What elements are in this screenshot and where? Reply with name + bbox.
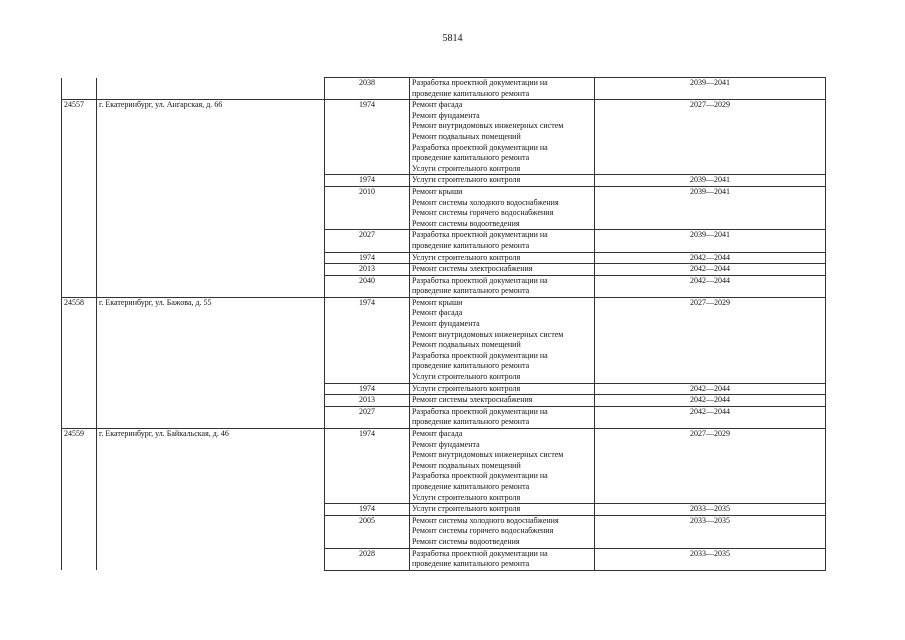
address-cell — [97, 78, 325, 100]
year-cell: 2038 — [325, 78, 410, 100]
planned-period-cell: 2042—2044 — [595, 406, 826, 428]
planned-period-cell: 2033—2035 — [595, 548, 826, 570]
table-row — [62, 429, 826, 504]
work-type-cell: Ремонт крыши Ремонт фасада Ремонт фундамента Ремонт внутридомовых инженерных систем Ремонт подвальных помещений Разработка проектной документации на проведение капитального ремонта Услуги строительного контроля — [410, 297, 595, 383]
planned-period-cell: 2039—2041 — [595, 78, 826, 100]
work-type-cell: Услуги строительного контроля — [410, 383, 595, 395]
planned-period-cell: 2039—2041 — [595, 230, 826, 252]
planned-period-cell: 2042—2044 — [595, 395, 826, 407]
table-row — [62, 406, 826, 428]
year-cell: 1974 — [325, 429, 410, 504]
table-row — [62, 383, 826, 395]
building-number-cell: 24558 — [62, 297, 97, 383]
address-cell: г. Екатеринбург, ул. Ангарская, д. 66 — [97, 100, 325, 175]
address-cell — [97, 395, 325, 407]
table-row — [62, 297, 826, 383]
year-cell: 2005 — [325, 515, 410, 548]
work-type-cell: Ремонт крыши Ремонт системы холодного водоснабжения Ремонт системы горячего водоснабжения Ремонт системы водоотведения — [410, 186, 595, 229]
planned-period-cell: 2042—2044 — [595, 383, 826, 395]
planned-period-cell: 2033—2035 — [595, 504, 826, 516]
year-cell: 2027 — [325, 230, 410, 252]
planned-period-cell: 2027—2029 — [595, 100, 826, 175]
year-cell: 1974 — [325, 252, 410, 264]
building-number-cell — [62, 406, 97, 428]
building-number-cell — [62, 383, 97, 395]
table-row — [62, 230, 826, 252]
year-cell: 2027 — [325, 406, 410, 428]
table-row — [62, 252, 826, 264]
planned-period-cell: 2033—2035 — [595, 515, 826, 548]
address-cell — [97, 252, 325, 264]
planned-period-cell: 2039—2041 — [595, 175, 826, 187]
table-row — [62, 395, 826, 407]
work-type-cell: Услуги строительного контроля — [410, 175, 595, 187]
planned-period-cell: 2027—2029 — [595, 297, 826, 383]
building-number-cell — [62, 395, 97, 407]
work-type-cell: Услуги строительного контроля — [410, 252, 595, 264]
year-cell: 2013 — [325, 264, 410, 276]
planned-period-cell: 2042—2044 — [595, 275, 826, 297]
year-cell: 1974 — [325, 504, 410, 516]
building-number-cell — [62, 264, 97, 276]
page-number: 5814 — [442, 33, 463, 44]
planned-period-cell: 2042—2044 — [595, 264, 826, 276]
building-number-cell — [62, 504, 97, 516]
work-type-cell: Ремонт фасада Ремонт фундамента Ремонт внутридомовых инженерных систем Ремонт подвальных помещений Разработка проектной документации на проведение капитального ремонта Услуги строительного контроля — [410, 100, 595, 175]
work-type-cell: Ремонт фасада Ремонт фундамента Ремонт внутридомовых инженерных систем Ремонт подвальных помещений Разработка проектной документации на проведение капитального ремонта Услуги строительного контроля — [410, 429, 595, 504]
building-number-cell — [62, 275, 97, 297]
building-number-cell — [62, 230, 97, 252]
address-cell: г. Екатеринбург, ул. Бажова, д. 55 — [97, 297, 325, 383]
work-type-cell: Разработка проектной документации на проведение капитального ремонта — [410, 230, 595, 252]
building-number-cell — [62, 252, 97, 264]
address-cell — [97, 175, 325, 187]
address-cell — [97, 275, 325, 297]
planned-period-cell: 2027—2029 — [595, 429, 826, 504]
table-row — [62, 100, 826, 175]
building-number-cell — [62, 78, 97, 100]
address-cell — [97, 515, 325, 548]
address-cell — [97, 264, 325, 276]
work-type-cell: Разработка проектной документации на проведение капитального ремонта — [410, 548, 595, 570]
address-cell — [97, 230, 325, 252]
work-type-cell: Ремонт системы электроснабжения — [410, 264, 595, 276]
work-type-cell: Разработка проектной документации на проведение капитального ремонта — [410, 78, 595, 100]
building-number-cell: 24559 — [62, 429, 97, 504]
year-cell: 2028 — [325, 548, 410, 570]
year-cell: 1974 — [325, 383, 410, 395]
table-row — [62, 78, 826, 100]
planned-period-cell: 2039—2041 — [595, 186, 826, 229]
address-cell — [97, 504, 325, 516]
address-cell — [97, 186, 325, 229]
address-cell — [97, 548, 325, 570]
table-row — [62, 548, 826, 570]
work-type-cell: Разработка проектной документации на проведение капитального ремонта — [410, 275, 595, 297]
table-row — [62, 504, 826, 516]
table-row — [62, 175, 826, 187]
work-type-cell: Разработка проектной документации на проведение капитального ремонта — [410, 406, 595, 428]
table-row — [62, 186, 826, 229]
building-number-cell — [62, 548, 97, 570]
year-cell: 2013 — [325, 395, 410, 407]
address-cell — [97, 406, 325, 428]
year-cell: 2040 — [325, 275, 410, 297]
building-number-cell — [62, 186, 97, 229]
table-row — [62, 515, 826, 548]
table-row — [62, 264, 826, 276]
year-cell: 1974 — [325, 100, 410, 175]
building-number-cell: 24557 — [62, 100, 97, 175]
year-cell: 2010 — [325, 186, 410, 229]
table-row — [62, 275, 826, 297]
address-cell: г. Екатеринбург, ул. Байкальская, д. 46 — [97, 429, 325, 504]
building-number-cell — [62, 515, 97, 548]
building-number-cell — [62, 175, 97, 187]
year-cell: 1974 — [325, 297, 410, 383]
work-type-cell: Ремонт системы холодного водоснабжения Ремонт системы горячего водоснабжения Ремонт системы водоотведения — [410, 515, 595, 548]
year-cell: 1974 — [325, 175, 410, 187]
planned-period-cell: 2042—2044 — [595, 252, 826, 264]
work-type-cell: Услуги строительного контроля — [410, 504, 595, 516]
work-type-cell: Ремонт системы электроснабжения — [410, 395, 595, 407]
repair-schedule-table — [61, 77, 826, 571]
address-cell — [97, 383, 325, 395]
